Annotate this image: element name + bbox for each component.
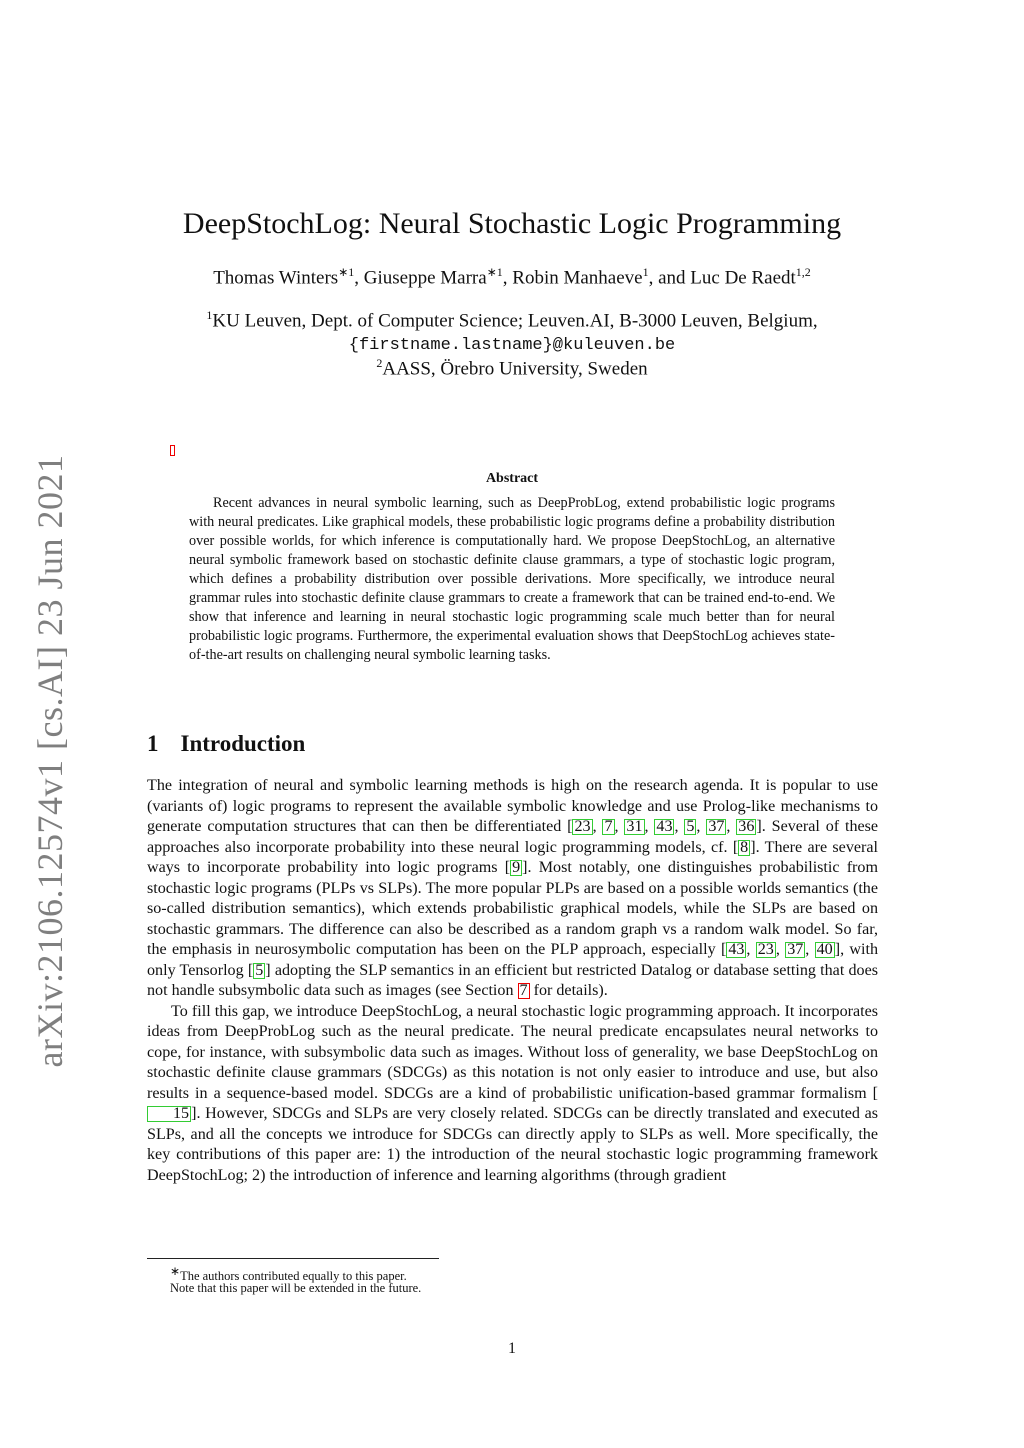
affiliation-1 bbox=[0, 308, 1024, 332]
abstract-heading: Abstract bbox=[485, 471, 539, 486]
footnote-divider bbox=[147, 1258, 439, 1259]
author-sup: ∗1 bbox=[338, 265, 355, 279]
citation-link[interactable]: 5 bbox=[686, 818, 695, 835]
text-run: for details). bbox=[529, 982, 608, 999]
citation-link[interactable]: 36 bbox=[738, 818, 755, 835]
arxiv-identifier: arXiv:2106.12574v1 [cs.AI] 23 Jun 2021 bbox=[30, 454, 70, 1068]
footnote-mark: ∗ bbox=[170, 1264, 181, 1278]
footnote-text: The authors contributed equally to this paper. bbox=[180, 1269, 407, 1284]
affiliation-text: KU Leuven, Dept. of Computer Science; Leuven.AI, B-3000 Leuven, Belgium, bbox=[212, 310, 818, 332]
section-title: Introduction bbox=[180, 731, 306, 756]
text-run: adopting the SLP semantics in an efficient but restricted Datalog or database setting that does not handle subsymbolic data such as images (see Section bbox=[147, 961, 878, 999]
citation-link[interactable]: 37 bbox=[787, 941, 804, 958]
author-sup: 1,2 bbox=[795, 265, 811, 279]
citation-link[interactable]: 31 bbox=[626, 818, 643, 835]
section-heading bbox=[147, 731, 305, 757]
author-sup: ∗1 bbox=[486, 265, 503, 279]
citation-link[interactable]: 43 bbox=[656, 818, 673, 835]
author-list bbox=[0, 265, 1024, 289]
citation-link[interactable]: 9 bbox=[512, 859, 521, 876]
author-name: Robin Manhaeve bbox=[512, 267, 643, 289]
footnote-2 bbox=[170, 1280, 421, 1296]
author-separator: , bbox=[502, 267, 513, 289]
citation-link[interactable]: 40 bbox=[816, 941, 833, 958]
text-run: The integration of neural and symbolic learning methods is high on the research agenda. It is popular to use (variants of) logic programs to represent the available symbolic knowledge and use Prolog-like mechanisms to generate computation structures that can then be differentiated bbox=[147, 777, 878, 835]
footnote-text: Note that this paper will be extended in the future. bbox=[170, 1281, 422, 1295]
affiliation-sup: 1 bbox=[206, 308, 213, 322]
author-separator: , bbox=[354, 267, 364, 289]
citation-link[interactable]: 15 bbox=[147, 1106, 191, 1122]
affiliation-text: AASS, Örebro University, Sweden bbox=[382, 358, 648, 380]
body-text bbox=[147, 776, 878, 1186]
section-number: 1 bbox=[147, 731, 159, 756]
author-name: Thomas Winters bbox=[213, 267, 339, 289]
citation-link[interactable]: 23 bbox=[757, 941, 774, 958]
author-name: Luc De Raedt bbox=[690, 267, 796, 289]
affiliation-sup: 2 bbox=[376, 356, 383, 370]
text-run: To fill this gap, we introduce DeepStochLog, a neural stochastic logic programming approach. It incorporates ideas from DeepProbLog such as the neural predicate. The neural predicate encapsulates neural networks to cope, for instance, with subsymbolic data such as images. Without loss of generality, we base DeepStochLog on stochastic definite clause grammars (SDCGs) as this notation is not only easier to introduce and use, but also results in a sequence-based model. SDCGs are a kind of probabilistic unification-based grammar formalism bbox=[147, 1002, 878, 1102]
text-run: , with only Tensorlog bbox=[147, 941, 879, 979]
paragraph: The integration of neural and symbolic learning methods is high on the research agenda. It is popular to use (variants of) logic programs to represent the available symbolic knowledge and use Prolog-like mechanisms to generate computation structures that can then be differentiated [ 23 , 7 , 31 , 43 , 5 , 37 , 36 ]. Several of these approaches also incorporate probability into these neural logic programming models, cf. [ 8 ]. There are several ways to incorporate probability into logic programs [ 9 ]. Most notably, one distinguishes probabilistic from stochastic logic programs (PLPs vs SLPs). The more popular PLPs are based on a possible worlds semantics (the so-called distribution semantics), which extends probabilistic graphical models, while the SLPs are based on stochastic grammars. The difference can also be described as a random graph vs a random walk model. So far, the emphasis in neurosymbolic computation has been on the PLP approach, especially [ 43 , 23 , 37 , 40 ], with only Tensorlog [ 5 ] adopting the SLP semantics in an efficient but restricted Datalog or database setting that does not handle subsymbolic data such as images (see Section 7 for details). bbox=[147, 777, 879, 999]
affiliation-2 bbox=[0, 356, 1024, 380]
citation-link[interactable]: 8 bbox=[740, 838, 749, 856]
text-run: . Several of these approaches also incorporate probability into these neural logic programming models, cf. bbox=[147, 818, 879, 856]
link-marker[interactable] bbox=[170, 445, 175, 456]
citation-link[interactable]: 23 bbox=[574, 818, 591, 835]
page-number: 1 bbox=[508, 1340, 516, 1357]
text-run: . However, SDCGs and SLPs are very closely related. SDCGs can be directly translated and executed as SLPs, and all the concepts we introduce for SDCGs can directly apply to SLPs as well. More specifically, the key contributions of this paper are: 1) the introduction of the neural stochastic logic programming framework DeepStochLog; 2) the introduction of inference and learning algorithms (through gradient bbox=[147, 1105, 878, 1184]
text-run: . There are several ways to incorporate probability into logic programs bbox=[147, 838, 878, 876]
paper-title: DeepStochLog: Neural Stochastic Logic Programming bbox=[182, 207, 842, 240]
email-address[interactable]: {firstname.lastname}@kuleuven.be bbox=[348, 336, 676, 355]
citation-link[interactable]: 5 bbox=[255, 961, 264, 979]
text-run: . Most notably, one distinguishes probabilistic from stochastic logic programs (PLPs vs SLPs). The more popular PLPs are based on a possible worlds semantics (the so-called distribution semantics), which extends probabilistic graphical models, while the SLPs are based on stochastic grammars. The difference can also be described as a random graph vs a random walk model. So far, the emphasis in neurosymbolic computation has been on the PLP approach, especially bbox=[147, 859, 878, 958]
citation-link[interactable]: 7 bbox=[604, 818, 613, 835]
author-separator: , and bbox=[648, 267, 691, 289]
abstract-text: Recent advances in neural symbolic learning, such as DeepProbLog, extend probabilistic logic programs with neural predicates. Like graphical models, these probabilistic logic programs define a probability distribution over possible worlds, for which inference is computationally hard. We propose DeepStochLog, an alternative neural symbolic framework based on stochastic definite clause grammars, a type of stochastic logic program, which defines a probability distribution over possible derivations. More specifically, we introduce neural grammar rules into stochastic definite clause grammars to create a framework that can be trained end-to-end. We show that inference and learning in neural stochastic logic programming scale much better than for neural probabilistic logic programs. Furthermore, the experimental evaluation shows that DeepStochLog achieves state-of-the-art results on challenging neural symbolic learning tasks. bbox=[189, 495, 835, 663]
author-sup: 1 bbox=[642, 265, 649, 279]
citation-link[interactable]: 43 bbox=[728, 941, 745, 958]
email[interactable] bbox=[0, 333, 1024, 355]
section-reference-link[interactable]: 7 bbox=[519, 982, 528, 999]
author-name: Giuseppe Marra bbox=[363, 267, 487, 289]
citation-link[interactable]: 37 bbox=[708, 818, 725, 835]
paragraph: To fill this gap, we introduce DeepStochLog, a neural stochastic logic programming approach. It incorporates ideas from DeepProbLog such as the neural predicate. The neural predicate encapsulates neural networks to cope, for instance, with subsymbolic data such as images. Without loss of generality, we base DeepStochLog on stochastic definite clause grammars (SDCGs) as this notation is not only easier to introduce and use, but also results in a sequence-based model. SDCGs are a kind of probabilistic unification-based grammar formalism [15 ]. However, SDCGs and SLPs are very closely related. SDCGs can be directly translated and executed as SLPs, and all the concepts we introduce for SDCGs can directly apply to SLPs as well. More specifically, the key contributions of this paper are: 1) the introduction of the neural stochastic logic programming framework DeepStochLog; 2) the introduction of inference and learning algorithms (through gradient bbox=[147, 1002, 878, 1184]
